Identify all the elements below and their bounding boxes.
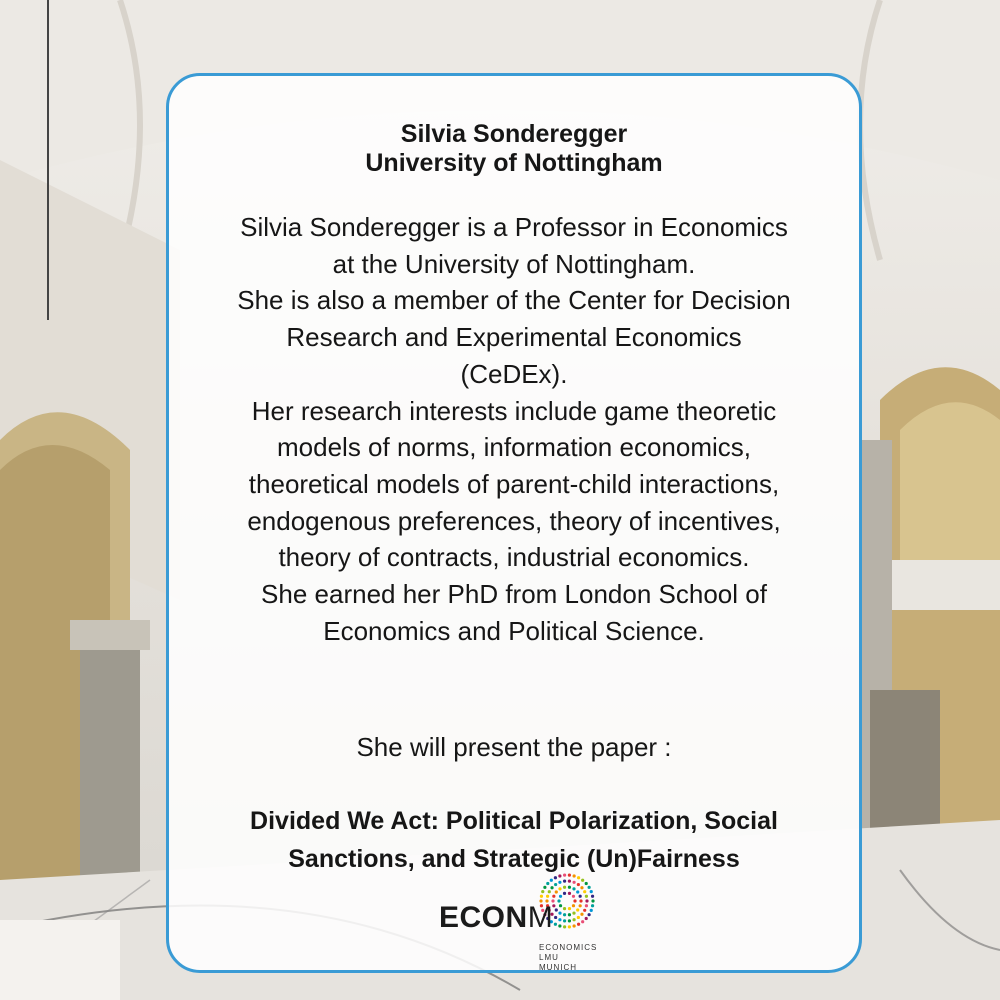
logo-main-text: ECON — [439, 901, 528, 934]
speaker-card — [166, 73, 862, 973]
bio-line: Silvia Sonderegger is a Professor in Economics — [240, 212, 788, 242]
speaker-institution: University of Nottingham — [365, 149, 663, 177]
bio-line: theory of contracts, industrial economics. — [278, 542, 750, 573]
bio-line: She earned her PhD from London School of — [261, 579, 767, 610]
paper-title — [169, 802, 859, 878]
bio-line: at the University of Nottingham. — [332, 248, 696, 279]
econ-lmu-logo — [439, 871, 599, 972]
bio-line: Her research interests include game theoretic — [251, 395, 777, 426]
logo-subtitle — [539, 943, 599, 973]
speaker-bio — [169, 209, 859, 649]
bio-line: Economics and Political Science. — [323, 615, 705, 646]
logo-sub-line1: ECONOMICS — [539, 943, 598, 952]
paper-title-line: Divided We Act: Political Polarization, Social — [250, 807, 778, 835]
bio-line: Research and Experimental Economics — [286, 322, 742, 353]
paper-title-line: Sanctions, and Strategic (Un)Fairness — [288, 845, 740, 873]
bio-line: models of norms, information economics, — [277, 432, 751, 463]
speaker-header — [169, 120, 859, 178]
bio-line: She is also a member of the Center for Decision — [237, 285, 791, 316]
presentation-intro: She will present the paper : — [356, 732, 672, 762]
bio-line: theoretical models of parent-child interactions, — [248, 468, 780, 499]
speaker-name: Silvia Sonderegger — [400, 120, 628, 148]
logo-suffix-text: M — [527, 901, 554, 934]
bio-line: (CeDEx). — [460, 358, 568, 389]
bio-line: endogenous preferences, theory of incentives, — [247, 505, 781, 536]
decorative-line — [47, 0, 49, 320]
logo-sub-line2: LMU MUNICH — [539, 953, 577, 972]
